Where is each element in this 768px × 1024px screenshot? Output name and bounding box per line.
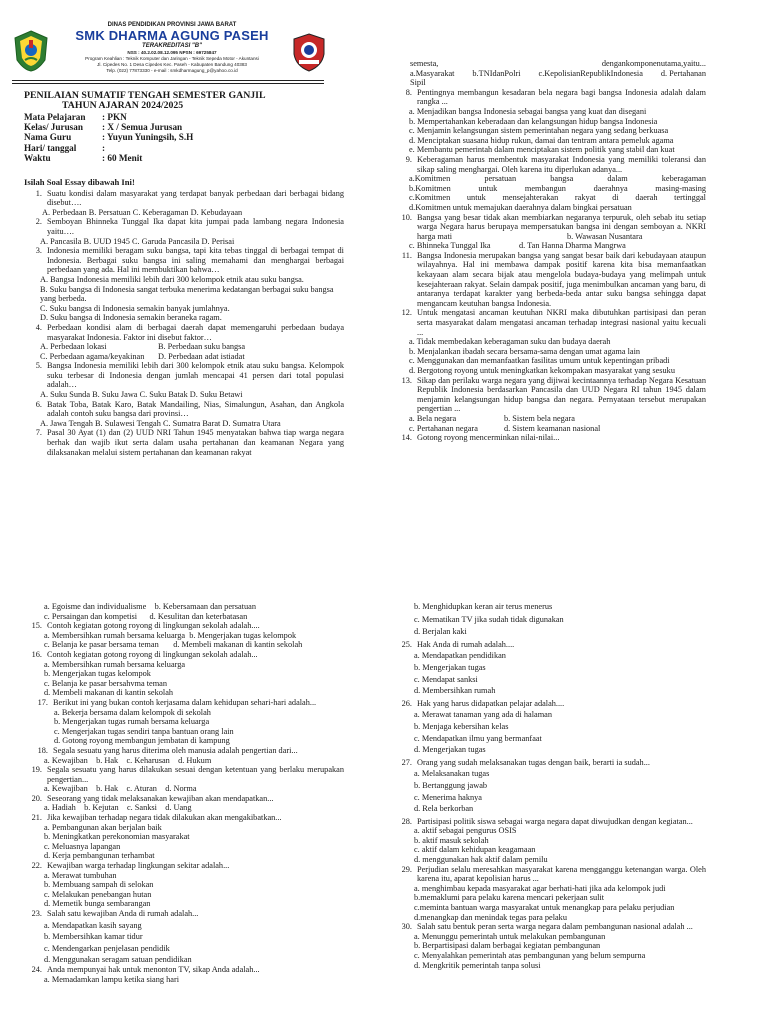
question-text: Indonesia memiliki beragam suku bangsa, tapi kita tebas tinggal di berbagai tempat di Indonesia. Berbagai suku bangsa ini saling memahami dan menghargai berbagai perbedaan yang ada. Hal ini membuktikan bahwa…: [47, 246, 344, 275]
option-d: d. Pertahanan: [660, 68, 706, 78]
west-java-emblem-icon: [12, 30, 50, 72]
question-29: [394, 865, 706, 884]
option-c: c. Mengerjakan tugas sendiri tanpa bantuan orang lain: [54, 726, 234, 736]
question-text: Segala sesuatu yang harus diterima oleh manusia adalah pengertian dari...: [53, 745, 298, 755]
question-number: 10.: [401, 212, 412, 222]
info-row: [24, 143, 324, 153]
letterhead-rule: [12, 80, 324, 81]
option-d: d. Sistem keamanan nasional: [504, 423, 601, 433]
question-text: Bangsa Indonesia merupakan bangsa yang sangat besar baik dari kebudayaan ataupun wilayahnya. Hal ini membawa dampak positif karena kita bisa memanfaatkan kekayaan alam secara bijak atau mengelola budaya-budaya yang melimpah untuk kesejahteraan rakyat. Selain dampak positif, juga menimbulkan ancaman yang baru, di antaranya terdapat karakter yang berbeda-beda antar suku bangsa sehingga dapat mengancam keutuhan bangsa Indonesia.: [417, 250, 706, 308]
word: persatuan: [484, 174, 517, 184]
info-row: [24, 122, 324, 132]
word: dalam: [607, 174, 628, 184]
question-number: 13.: [401, 375, 412, 385]
question-21: [24, 813, 344, 823]
word: untuk: [478, 183, 498, 193]
question-text: Pentingnya membangun kesadaran bela negara bagi bangsa Indonesia adalah dalam rangka ...: [417, 87, 706, 107]
question-8: [394, 88, 706, 107]
option-a: a. Bela negara: [409, 413, 457, 423]
exam-title-line2: TAHUN AJARAN 2024/2025: [62, 100, 184, 111]
question-24-option-c: c. Mematikan TV jika sudah tidak digunakan: [414, 614, 564, 624]
options: A. Perbedaan B. Persatuan C. Keberagaman D. Kebudayaan: [42, 207, 243, 217]
question-text: Contoh kegiatan gotong royong di lingkungan sekolah adalah....: [47, 621, 260, 631]
word: mensejahterakan: [502, 193, 559, 203]
question-number: 26.: [401, 698, 412, 708]
question-24-option-b: b. Menghidupkan keran air terus menerus: [414, 602, 553, 611]
question-number: 15.: [31, 621, 42, 631]
option-b: b.TNIdanPolri: [472, 68, 521, 78]
option-b: b. Mempertahankan keberadaan dan kelangsungan hidup bangsa Indonesia: [409, 116, 658, 126]
word: b.Komitmen: [409, 183, 451, 193]
question-11: [394, 251, 706, 309]
question-text: Sikap dan perilaku warga negara yang dijiwai kecintaannya terhadap Negara Kesatuan Republik Indonesia berdasarkan Pancasila dan UUD Negara RI tahun 1945 dalam menjamin kelangsungan hidup bangsa dan negara. Pernyataan tersebut merupakan pengertian ...: [417, 375, 706, 414]
column-bottom-left: [24, 602, 344, 984]
question-text: Segala sesuatu yang harus dilakukan sesuai dengan ketentuan yang berlaku merupakan pengertian...: [47, 765, 344, 784]
question-text: Hak Anda di rumah adalah....: [417, 639, 515, 649]
options-ab: [394, 414, 706, 424]
option-a: a. Mendapatkan pendidikan: [414, 651, 506, 661]
question-text: Semboyan Bhinneka Tunggal Ika dapat kita jumpai pada lambang negara Indonesia yaitu….: [47, 217, 344, 236]
option-b: B. Suku bangsa di Indonesia sangat terbuka menerima kedatangan berbagai suku bangsa yang berbeda.: [40, 284, 334, 304]
option-a: a. Memadamkan lampu ketika siang hari: [44, 974, 180, 984]
question-22: [24, 861, 344, 871]
option-c: c. Bhinneka Tunggal Ika: [409, 241, 491, 251]
option-c: c.meminta bantuan warga masyarakat untuk menangkap para pelaku perjudian: [414, 903, 675, 913]
options: A. Pancasila B. UUD 1945 C. Garuda Pancasila D. Perisai: [40, 236, 235, 246]
word: tertinggal: [674, 193, 706, 203]
column-top-right: [394, 59, 706, 443]
option-d: d. Rela berkorban: [414, 804, 474, 814]
question-number: 20.: [31, 793, 42, 803]
info-row: [24, 132, 324, 142]
option-a: a.Masyarakat: [410, 68, 455, 78]
question-text: Contoh kegiatan gotong royong di lingkungan sekolah adalah...: [47, 649, 258, 659]
option-c: c. Menyalahkan pemerintah atas pembangunan yang belum sempurna: [414, 951, 646, 960]
question-number: 28.: [401, 816, 412, 826]
question-28: [394, 817, 706, 827]
column-top-left: [24, 178, 344, 457]
question-14-options-ab: a. Egoisme dan individualisme b. Kebersamaan dan persatuan: [44, 602, 256, 611]
option-c: c. Melakukan penebangan hutan: [44, 889, 152, 899]
question-2: [24, 217, 344, 236]
contact-line: Telp. (022) 77873330 - e-mail : smkdharmagung_p@yahoo.co.id: [106, 68, 238, 73]
letterhead-rule-thin: [12, 83, 324, 84]
option-d: d. Mengkritik pemerintah tanpa solusi: [414, 960, 541, 970]
question-14-options-cd: c. Persaingan dan kompetisi d. Kesulitan dan keterbatasan: [44, 611, 248, 621]
info-row: [24, 112, 324, 122]
option-b: b. Membuang sampah di selokan: [44, 880, 154, 890]
question-6: [24, 400, 344, 419]
options: a. Hadiah b. Kejutan c. Sanksi d. Uang: [44, 803, 192, 813]
option-c: c. Pertahanan negara: [409, 423, 478, 433]
letterhead: [12, 22, 324, 78]
question-1: [24, 189, 344, 208]
question-number: 1.: [35, 188, 42, 198]
question-text: Anda mempunyai hak untuk menonton TV, sikap Anda adalah...: [47, 964, 260, 974]
option-b: [394, 184, 706, 194]
question-24: [24, 965, 344, 975]
question-7-options: [394, 69, 706, 79]
option-d: D. Perbedaan adat istiadat: [158, 351, 245, 361]
options-ab: a. Membersihkan rumah bersama keluarga b. Mengerjakan tugas kelompok: [44, 630, 297, 640]
option-d: d. Bergotong royong untuk meningkatkan kekompakan masyarakat yang sesuku: [409, 366, 675, 375]
option-a: A. Bangsa Indonesia memiliki lebih dari 300 kelompok etnik atau suku bangsa.: [40, 274, 304, 284]
question-25: [394, 640, 706, 650]
option-d: d. menggunakan hak aktif dalam pemilu: [414, 855, 548, 865]
option-d: d. Mengerjakan tugas: [414, 745, 486, 755]
option-a: a. Mendapatkan kasih sayang: [44, 920, 142, 930]
option-c: c. Menggunakan dan memanfaatkan fasilitas umum untuk kepentingan pribadi: [409, 356, 670, 366]
question-text: Orang yang sudah melaksanakan tugas dengan baik, berarti ia sudah...: [417, 757, 650, 767]
option-c: c. Mendapatkan ilmu yang bermanfaat: [414, 733, 542, 743]
question-number: 24.: [31, 964, 42, 974]
options-cd: [24, 352, 344, 362]
question-number: 22.: [31, 861, 42, 871]
exam-title: [24, 91, 324, 111]
info-value: : Yuyun Yuningsih, S.H: [102, 132, 194, 143]
info-label: Waktu: [24, 152, 51, 163]
option-a: a. Tidak membedakan keberagaman suku dan budaya daerah: [409, 337, 611, 347]
question-text: dengankomponenutama,yaitu...: [601, 59, 706, 68]
option-b: b. Mengerjakan tugas: [414, 662, 486, 672]
option-b: b. Mengerjakan tugas kelompok: [44, 669, 151, 679]
exam-title-line1: PENILAIAN SUMATIF TENGAH SEMESTER GANJIL: [24, 90, 266, 101]
info-row: [24, 153, 324, 163]
question-4: [24, 323, 344, 342]
question-10: [394, 213, 706, 242]
question-text: Perbedaan kondisi alam di berbagai daerah dapat memengaruhi perbedaan budaya masyarakat Indonesia. Faktor ini disebut faktor…: [47, 322, 344, 342]
question-5: [24, 361, 344, 390]
option-b: b.memaklumi para pelaku karena mencari pekerjaan sulit: [414, 893, 605, 903]
option-a: a. aktif sebagai pengurus OSIS: [414, 826, 517, 836]
option-c: c. Meluasnya lapangan: [44, 841, 121, 851]
question-text: Bangsa yang besar tidak akan membiarkan negaranya terpuruk, oleh sebab itu setiap warga Negara harus berupaya mempersatukan bangsa ini dengan semboyan a. NKRI harga mati: [417, 212, 706, 241]
options: a. Kewajiban b. Hak c. Keharusan d. Hukum: [44, 755, 212, 765]
word: daerah: [635, 193, 658, 203]
option-d: d. Menggunakan seragam satuan pendidikan: [44, 955, 192, 965]
option-d: d. Membeli makanan di kantin sekolah: [44, 688, 174, 698]
option-b: b. aktif masuk sekolah: [414, 835, 489, 845]
option-b: b. Meningkatkan perekonomian masyarakat: [44, 832, 190, 842]
option-c: c. Menjamin kelangsungan sistem pemerintahan negara yang sedang berkuasa: [409, 126, 669, 136]
option-d: d. Membersihkan rumah: [414, 686, 496, 696]
question-number: 8.: [405, 87, 412, 97]
options-cd: [394, 424, 706, 434]
word: masing-masing: [655, 183, 706, 193]
option-a: a. Melaksanakan tugas: [414, 769, 490, 779]
word: bangsa: [550, 174, 574, 184]
word: a.Komitmen: [409, 174, 451, 184]
accreditation: TERAKREDITASI "B": [142, 43, 202, 49]
question-number: 23.: [31, 909, 42, 918]
question-text: Partisipasi politik siswa sebagai warga negara dapat diwujudkan dengan kegiatan...: [417, 816, 693, 826]
question-7: [24, 428, 344, 457]
school-ids: NSS : 40.2.02.08.12.095 NPSN : 69725847: [127, 50, 217, 55]
programs-line: Program Keahlian : Teknik Komputer dan Jaringan - Teknik Sepeda Motor - Akuntansi: [85, 56, 259, 61]
options: A. Suku Sunda B. Suku Jawa C. Suku Batak D. Suku Betawi: [40, 390, 243, 400]
question-number: 18.: [37, 745, 48, 755]
question-20: [24, 794, 344, 804]
school-name: SMK DHARMA AGUNG PASEH: [75, 28, 269, 43]
option-a: a. Menunggu pemerintah untuk melakukan pembangunan: [414, 931, 606, 941]
question-text: Seseorang yang tidak melaksanakan kewajiban akan mendapatkan...: [47, 793, 274, 803]
word: membangun: [524, 183, 566, 193]
question-15: [24, 621, 344, 631]
question-text: Gotong royong mencerminkan nilai-nilai...: [417, 433, 560, 443]
question-text: Suatu kondisi dalam masyarakat yang terdapat banyak perbedaan dari berbagai bidang disebut….: [47, 188, 344, 208]
option-d: D. Suku bangsa di Indonesia semakin beraneka ragam.: [40, 313, 222, 323]
question-text: Keberagaman harus membentuk masyarakat Indonesia yang memiliki toleransi dan sikap saling menghargai. Oleh karena itu diperlukan adanya...: [417, 154, 706, 174]
question-number: 11.: [401, 250, 412, 260]
question-text: Salah satu kewajiban Anda di rumah adalah...: [47, 909, 199, 918]
option-a: a. Pembangunan akan berjalan baik: [44, 822, 162, 832]
question-30: [394, 922, 706, 932]
option-c: c. Menerima haknya: [414, 792, 482, 802]
question-26: [394, 699, 706, 709]
question-3: [24, 246, 344, 275]
options: a. Kewajiban b. Hak c. Aturan d. Norma: [44, 784, 197, 794]
question-24-option-d: d. Berjalan kaki: [414, 627, 467, 637]
question-number: 30.: [401, 922, 412, 932]
question-7-continued: [394, 59, 706, 69]
question-17: [24, 698, 344, 708]
question-number: 17.: [37, 697, 48, 707]
question-number: 7.: [35, 428, 42, 438]
question-text: Perjudian selalu meresahkan masyarakat karena mengganggu ketenangan warga. Oleh karena itu, aparat kepolisian harus ...: [417, 864, 706, 884]
option-d: d.menangkap dan menindak tegas para pelaku: [414, 912, 567, 922]
question-text: Kewajiban warga terhadap lingkungan sekitar adalah...: [47, 861, 230, 871]
question-12: [394, 308, 706, 337]
option-a: a. menghimbau kepada masyarakat agar berhati-hati jika ada kelompok judi: [414, 883, 666, 893]
option-e: e. Membantu pemerintah dalam menciptakan sistem politik yang stabil dan kuat: [409, 145, 675, 155]
word: daerahnya: [593, 183, 628, 193]
question-number: 25.: [401, 639, 412, 649]
option-a: a. Menjadikan bangsa Indonesia sebagai bangsa yang kuat dan disegani: [409, 106, 647, 116]
option-d: d. Tan Hanna Dharma Mangrwa: [519, 241, 626, 251]
question-14: [394, 433, 706, 443]
question-18: [24, 746, 344, 756]
option-b: b. Sistem bela negara: [504, 413, 575, 423]
option-c: C. Suku bangsa di Indonesia semakin banyak jumlahnya.: [40, 303, 230, 313]
question-text: Hak yang harus didapatkan pelajar adalah....: [417, 698, 565, 708]
option-d: d. Kerja pembangunan terhambat: [44, 851, 155, 861]
question-number: 9.: [405, 154, 412, 164]
question-number: 16.: [31, 649, 42, 659]
exam-info: [24, 112, 324, 163]
question-number: 4.: [35, 322, 42, 332]
question-9: [394, 155, 706, 174]
option-c: C. Perbedaan agama/keyakinan: [40, 351, 145, 361]
question-19: [24, 765, 344, 784]
option-a: a. Merawat tumbuhan: [44, 870, 117, 880]
options-ab: [24, 342, 344, 352]
info-label: Nama Guru: [24, 132, 72, 143]
option-a: a. Merawat tanaman yang ada di halaman: [414, 710, 552, 720]
option-b: b. Bertanggung jawab: [414, 780, 488, 790]
column-bottom-right: [394, 602, 706, 970]
option-d-continued: Sipil: [410, 78, 426, 88]
option-d: d. Memetik bunga sembarangan: [44, 899, 151, 909]
option-c: c. Mendapat sanksi: [414, 674, 478, 684]
question-number: 19.: [31, 765, 42, 775]
word: keberagaman: [661, 174, 706, 184]
question-text: Berikut ini yang bukan contoh kerjasama dalam kehidupan sehari-hari adalah...: [53, 697, 317, 707]
question-text: Batak Toba, Batak Karo, Batak Mandailing, Nias, Simalungun, Asahan, dan Angkola adalah contoh suku bangsa dari provinsi…: [47, 399, 344, 419]
option-b: b. Membersihkan kamar tidur: [44, 932, 143, 942]
option-b: b. Mengerjakan tugas rumah bersama keluarga: [54, 717, 210, 727]
question-number: 29.: [401, 864, 412, 874]
info-value: : X / Semua Jurusan: [102, 122, 183, 133]
option-d: d. Gotong royong membangun jembatan di kampung: [54, 736, 230, 746]
question-text: Untuk mengatasi ancaman keutuhan NKRI maka dibutuhkan partisipasi dan peran serta masyarakat dalam mengatasi ancaman terhadap integrasi nasional yaitu kecuali ...: [417, 308, 706, 337]
question-number: 21.: [31, 813, 42, 823]
question-number: 5.: [35, 361, 42, 371]
question-number: 27.: [401, 757, 412, 767]
info-value: : PKN: [102, 112, 127, 122]
question-text: semesta,: [410, 59, 439, 68]
word: di: [612, 193, 619, 203]
question-text: Pasal 30 Ayat (1) dan (2) UUD NRI Tahun 1945 menyatakan bahwa tiap warga negara berhak dan wajib ikut serta dalam usaha pertahanan dan keamanan Negara yang dilaksanakan melalui sistem pertahanan dan keamanan rakyat: [47, 428, 344, 457]
option-c: [394, 193, 706, 203]
info-value: : 60 Menit: [102, 152, 143, 163]
question-number: 14.: [401, 433, 412, 443]
option-b: b. Menjalankan ibadah secara bersama-sama dengan umat agama lain: [409, 346, 641, 356]
question-number: 3.: [35, 246, 42, 256]
question-27: [394, 758, 706, 768]
option-a: [394, 174, 706, 184]
option-a: A. Perbedaan lokasi: [40, 342, 107, 352]
options-cd: c. Belanja ke pasar bersama teman d. Membeli makanan di kantin sekolah: [44, 640, 303, 650]
option-d: d. Menciptakan suasana hidup rukun, damai dan tentram antara pemeluk agama: [409, 135, 674, 145]
question-text: Bangsa Indonesia memiliki lebih dari 300 kelompok etnik atau suku bangsa. Kelompok suku terbesar di Indonesia dengan jumlah mencapai 41 persen dari total populasi adalah…: [47, 361, 344, 390]
option-b: b. Berpartisipasi dalam berbagai kegiatan pembangunan: [414, 941, 601, 951]
option-a: a. Bekerja bersama dalam kelompok di sekolah: [54, 707, 211, 717]
question-16: [24, 650, 344, 660]
option-a: a. Membersihkan rumah bersama keluarga: [44, 659, 186, 669]
option-b: b. Wawasan Nusantara: [567, 231, 643, 241]
option-c: c. Belanja ke pasar bersahvma teman: [44, 678, 168, 688]
question-text: Salah satu bentuk peran serta warga negara dalam pembangunan nasional adalah ...: [417, 922, 693, 932]
options: A. Jawa Tengah B. Sulawesi Tengah C. Sumatra Barat D. Sumatra Utara: [40, 418, 281, 428]
address-line: Jl. Cipedes No. 1 Desa Cipedes Kec. Paseh - Kabupaten Bandung 40383: [97, 62, 247, 67]
word: rakyat: [574, 193, 596, 203]
info-value: :: [102, 142, 106, 153]
option-b: B. Perbedaan suku bangsa: [158, 342, 246, 352]
option-c: c. Mendengarkan penjelasan pendidik: [44, 943, 170, 953]
option-b: b. Menjaga kebersihan kelas: [414, 721, 509, 731]
info-label: Hari/ tanggal: [24, 142, 77, 153]
option-c: c.KepolisianRepublikIndonesia: [538, 68, 643, 78]
question-number: 2.: [35, 217, 42, 227]
instruction: Isilah Soal Essay dibawah Ini!: [24, 177, 135, 187]
info-label: Mata Pelajaran: [24, 112, 86, 122]
agency-name: DINAS PENDIDIKAN PROVINSI JAWA BARAT: [107, 22, 237, 28]
question-text: Jika kewajiban terhadap negara tidak dilakukan akan mengakibatkan...: [47, 813, 282, 823]
word: c.Komitmen: [409, 193, 451, 203]
question-23: [24, 909, 344, 919]
option-c: c. aktif dalam kehidupan keagamaan: [414, 845, 536, 855]
info-label: Kelas/ Jurusan: [24, 122, 83, 133]
question-number: 12.: [401, 308, 412, 318]
options-cd: [394, 241, 706, 251]
question-13: [394, 376, 706, 414]
word: untuk: [466, 193, 486, 203]
school-logo-icon: [290, 32, 328, 72]
question-number: 6.: [35, 399, 42, 409]
option-d: d.Komitmen untuk memajukan daerahnya dalam bingkai persatuan: [409, 202, 632, 212]
